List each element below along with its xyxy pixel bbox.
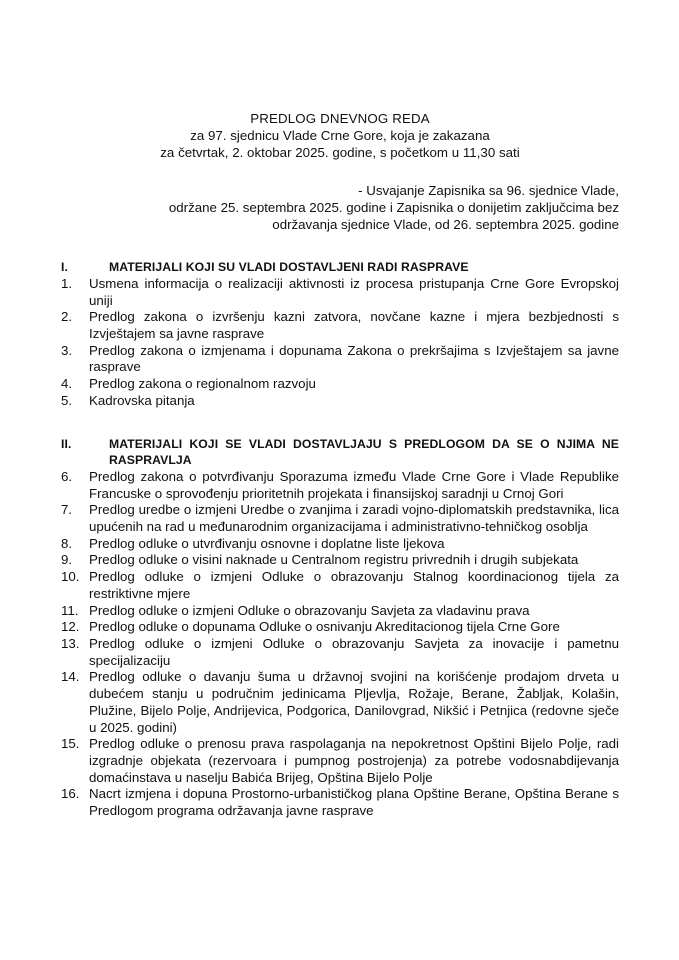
list-item[interactable] (61, 536, 619, 553)
title-subline-session: za 97. sjednicu Vlade Crne Gore, koja je zakazana (190, 128, 490, 144)
list-item-number: 12. (61, 619, 80, 635)
list-item[interactable] (61, 636, 619, 669)
list-item-text: Predlog zakona o izmjenama i dopunama Zakona o prekršajima s Izvještajem sa javne rasprave (89, 342, 619, 375)
list-item-text: Predlog odluke o davanju šuma u državnoj svojini na korišćenje prodajom drveta u dubećem stanju u područnim jedinicama Pljevlja, Rožaje, Berane, Žabljak, Kolašin, Plužine, Bijelo Polje, Andrijevica, Podgorica, Danilovgrad, Nikšić i Petnjica (redovne sječe u 2025. godini) (89, 669, 619, 735)
list-item-text: Kadrovska pitanja (89, 392, 195, 408)
list-item-text: Predlog odluke o izmjeni Odluke o obrazovanju Savjeta za inovacije i pametnu specijalizaciju (89, 635, 619, 668)
section-numeral-2: II. (61, 436, 72, 451)
list-item-number: 11. (61, 602, 79, 618)
document-title-block (61, 0, 619, 162)
section-numeral-1: I. (61, 260, 68, 275)
list-item-text: Predlog uredbe o izmjeni Uredbe o zvanjima i zaradi vojno-diplomatskih predstavnika, lica upućenih na rad u međunarodnim organizacijama i administrativno-tehničkog osoblja (89, 502, 619, 535)
list-item-number: 4. (61, 376, 73, 392)
list-item[interactable] (61, 569, 619, 602)
list-item-text: Predlog odluke o visini naknade u Centralnom registru privrednih i drugih subjekata (89, 552, 579, 568)
list-item-text: Predlog odluke o izmjeni Odluke o obrazovanju Stalnog koordinacionog tijela za restriktivne mjere (89, 569, 619, 601)
list-item[interactable] (61, 276, 619, 309)
list-item-number: 5. (61, 392, 73, 408)
section-heading-1 (61, 259, 619, 276)
list-item-number: 8. (61, 535, 73, 551)
list-item-text: Predlog odluke o utvrđivanju osnovne i doplatne liste ljekova (89, 535, 445, 551)
list-item-text: Predlog odluke o dopunama Odluke o osnivanju Akreditacionog tijela Crne Gore (89, 619, 560, 635)
list-item-number: 9. (61, 552, 73, 568)
section-title-2-line-1: MATERIJALI KOJI SE VLADI DOSTAVLJAJU S PREDLOGOM DA SE O NJIMA NE (109, 436, 619, 451)
page-title: PREDLOG DNEVNOG REDA (250, 111, 430, 126)
agenda-list-section-2 (61, 469, 619, 820)
list-item-text: Predlog zakona o regionalnom razvoju (89, 376, 316, 392)
list-item[interactable] (61, 552, 619, 569)
list-item-text: Usmena informacija o realizaciji aktivnosti iz procesa pristupanja Crne Gore Evropskoj uniji (89, 275, 619, 308)
list-item[interactable] (61, 393, 619, 410)
title-subline-datetime: za četvrtak, 2. oktobar 2025. godine, s početkom u 11,30 sati (160, 145, 520, 161)
minutes-note-line-1: - Usvajanje Zapisnika sa 96. sjednice Vlade, (358, 182, 619, 198)
list-item[interactable] (61, 669, 619, 736)
list-item-number: 7. (61, 502, 73, 518)
list-item-text: Predlog zakona o izvršenju kazni zatvora, novčane kazne i mjera bezbjednosti s Izvještajem sa javne rasprave (89, 309, 619, 342)
list-item[interactable] (61, 469, 619, 502)
list-item-text: Predlog zakona o potvrđivanju Sporazuma između Vlade Crne Gore i Vlade Republike Francuske o sprovođenju prioritetnih projekata i finansijskoj saradnji u Crnoj Gori (89, 468, 619, 501)
list-item-text: Predlog odluke o prenosu prava raspolaganja na nepokretnost Opštini Bijelo Polje, radi izgradnje objekata (rezervoara i pumpnog postrojenja) za potrebe vodosnabdijevanja domaćinstava u naselju Babića Brijeg, Opština Bijelo Polje (89, 736, 619, 785)
minutes-note-line-2: održane 25. septembra 2025. godine i Zapisnika o donijetim zaključcima bez (168, 199, 619, 215)
list-item[interactable] (61, 786, 619, 819)
section-heading-2 (61, 436, 619, 469)
minutes-note-line-3: održavanja sjednice Vlade, od 26. septembra 2025. godine (272, 217, 619, 233)
list-item[interactable] (61, 343, 619, 376)
document-content (61, 0, 619, 820)
list-item-number: 1. (61, 275, 73, 291)
list-item[interactable] (61, 603, 619, 620)
list-item-text: Nacrt izmjena i dopuna Prostorno-urbanističkog plana Opštine Berane, Opština Berane s Predlogom programa održavanja javne rasprave (89, 786, 619, 819)
list-item-number: 2. (61, 309, 73, 325)
list-item-number: 13. (61, 635, 80, 651)
section-title-2 (109, 436, 619, 469)
list-item[interactable] (61, 736, 619, 786)
list-item[interactable] (61, 619, 619, 636)
list-item-number: 14. (61, 669, 80, 685)
list-item[interactable] (61, 502, 619, 535)
agenda-list-section-1 (61, 276, 619, 410)
list-item-text: Predlog odluke o izmjeni Odluke o obrazovanju Savjeta za vladavinu prava (89, 602, 530, 618)
section-title-2-line-2: RASPRAVLJA (109, 453, 192, 468)
list-item[interactable] (61, 309, 619, 342)
section-title-1: MATERIJALI KOJI SU VLADI DOSTAVLJENI RADI RASPRAVE (109, 260, 469, 275)
list-item[interactable] (61, 376, 619, 393)
minutes-note-block (61, 182, 619, 234)
list-item-number: 10. (61, 569, 80, 585)
list-item-number: 6. (61, 468, 73, 484)
list-item-number: 3. (61, 342, 73, 358)
list-item-number: 16. (61, 786, 80, 802)
list-item-number: 15. (61, 736, 80, 752)
